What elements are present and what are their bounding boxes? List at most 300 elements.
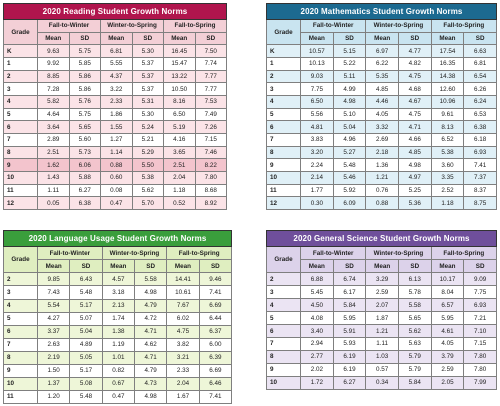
value-cell: 2.04 xyxy=(164,171,196,184)
value-cell: 10.61 xyxy=(167,286,199,299)
mean-header: Mean xyxy=(167,260,199,273)
value-cell: 4.73 xyxy=(134,377,166,390)
value-cell: 6.93 xyxy=(464,146,497,159)
table-row xyxy=(4,364,232,377)
value-cell: 5.48 xyxy=(70,286,102,299)
value-cell: 2.51 xyxy=(164,159,196,172)
value-cell: 5.30 xyxy=(132,108,164,121)
value-cell: 1.19 xyxy=(102,338,134,351)
grade-cell: 11 xyxy=(4,390,38,403)
value-cell: 1.38 xyxy=(102,325,134,338)
value-cell: 2.33 xyxy=(167,364,199,377)
value-cell: 7.99 xyxy=(464,376,497,389)
table-row xyxy=(267,325,497,338)
value-cell: 1.27 xyxy=(101,133,133,146)
table-row xyxy=(267,350,497,363)
grade-cell: 9 xyxy=(4,364,38,377)
value-cell: 4.75 xyxy=(167,325,199,338)
fall-to-spring-header: Fall-to-Spring xyxy=(167,247,232,260)
grade-header: Grade xyxy=(4,247,38,273)
value-cell: 7.49 xyxy=(195,108,227,121)
value-cell: 8.68 xyxy=(195,184,227,197)
table-title: 2020 Language Usage Student Growth Norms xyxy=(4,231,232,247)
value-cell: 16.35 xyxy=(431,57,464,70)
value-cell: 8.22 xyxy=(195,159,227,172)
value-cell: 2.04 xyxy=(167,377,199,390)
grade-cell: 6 xyxy=(267,121,301,134)
grade-cell: 1 xyxy=(267,57,301,70)
value-cell: 4.79 xyxy=(134,364,166,377)
value-cell: 5.91 xyxy=(333,325,366,338)
value-cell: 6.27 xyxy=(333,376,366,389)
value-cell: 4.66 xyxy=(398,133,431,146)
table-row xyxy=(4,70,227,83)
value-cell: 2.14 xyxy=(301,171,334,184)
mean-header: Mean xyxy=(101,32,133,45)
value-cell: 10.13 xyxy=(301,57,334,70)
grade-cell: 8 xyxy=(4,146,38,159)
value-cell: 0.67 xyxy=(102,377,134,390)
value-cell: 14.38 xyxy=(431,70,464,83)
table-row xyxy=(267,197,497,210)
value-cell: 5.15 xyxy=(333,45,366,58)
fall-to-winter-header: Fall-to-Winter xyxy=(301,247,366,260)
value-cell: 5.73 xyxy=(69,146,101,159)
value-cell: 4.98 xyxy=(398,159,431,172)
value-cell: 3.64 xyxy=(38,121,70,134)
value-cell: 5.29 xyxy=(132,146,164,159)
table-row xyxy=(4,286,232,299)
value-cell: 17.54 xyxy=(431,45,464,58)
grade-cell: 10 xyxy=(4,171,38,184)
value-cell: 5.11 xyxy=(333,70,366,83)
value-cell: 9.61 xyxy=(431,108,464,121)
value-cell: 5.10 xyxy=(333,108,366,121)
grade-cell: 11 xyxy=(267,184,301,197)
sd-header: SD xyxy=(199,260,231,273)
value-cell: 2.69 xyxy=(366,133,399,146)
value-cell: 6.52 xyxy=(431,133,464,146)
value-cell: 5.37 xyxy=(132,83,164,96)
value-cell: 1.14 xyxy=(101,146,133,159)
value-cell: 6.43 xyxy=(70,273,102,286)
value-cell: 5.05 xyxy=(70,351,102,364)
value-cell: 4.57 xyxy=(102,273,134,286)
mean-header: Mean xyxy=(102,260,134,273)
title-row xyxy=(4,231,232,247)
grade-cell: 4 xyxy=(4,299,38,312)
value-cell: 5.62 xyxy=(398,325,431,338)
header-row xyxy=(4,19,227,32)
value-cell: 2.18 xyxy=(366,146,399,159)
value-cell: 1.72 xyxy=(301,376,334,389)
value-cell: 7.15 xyxy=(464,338,497,351)
value-cell: 5.24 xyxy=(132,121,164,134)
value-cell: 5.82 xyxy=(38,95,70,108)
value-cell: 13.22 xyxy=(164,70,196,83)
value-cell: 1.77 xyxy=(301,184,334,197)
value-cell: 4.99 xyxy=(333,83,366,96)
value-cell: 5.38 xyxy=(431,146,464,159)
value-cell: 5.63 xyxy=(398,338,431,351)
value-cell: 4.77 xyxy=(398,45,431,58)
value-cell: 0.88 xyxy=(101,159,133,172)
value-cell: 0.34 xyxy=(366,376,399,389)
table-row xyxy=(267,299,497,312)
value-cell: 6.39 xyxy=(199,351,231,364)
grade-cell: 10 xyxy=(267,376,301,389)
general-science-norms-table xyxy=(266,230,497,390)
value-cell: 4.50 xyxy=(301,299,334,312)
value-cell: 2.24 xyxy=(301,159,334,172)
grade-cell: 4 xyxy=(4,95,38,108)
table-row xyxy=(4,299,232,312)
value-cell: 7.43 xyxy=(38,286,70,299)
grade-cell: 7 xyxy=(267,133,301,146)
value-cell: 5.37 xyxy=(132,57,164,70)
grade-cell: 9 xyxy=(267,363,301,376)
table-row xyxy=(267,45,497,58)
value-cell: 5.56 xyxy=(301,108,334,121)
value-cell: 2.63 xyxy=(38,338,70,351)
value-cell: 7.28 xyxy=(38,83,70,96)
value-cell: 4.05 xyxy=(431,338,464,351)
value-cell: 3.29 xyxy=(366,273,399,286)
value-cell: 7.77 xyxy=(195,70,227,83)
sd-header: SD xyxy=(398,32,431,45)
value-cell: 10.57 xyxy=(301,45,334,58)
value-cell: 4.98 xyxy=(134,390,166,403)
value-cell: 7.77 xyxy=(195,83,227,96)
value-cell: 6.63 xyxy=(464,45,497,58)
grade-cell: 5 xyxy=(267,108,301,121)
value-cell: 5.55 xyxy=(101,57,133,70)
subheader-row xyxy=(267,32,497,45)
value-cell: 6.19 xyxy=(333,350,366,363)
table-row xyxy=(267,376,497,389)
value-cell: 6.93 xyxy=(464,299,497,312)
fall-to-winter-header: Fall-to-Winter xyxy=(38,19,101,32)
value-cell: 5.84 xyxy=(333,299,366,312)
value-cell: 7.80 xyxy=(464,363,497,376)
value-cell: 5.65 xyxy=(398,312,431,325)
value-cell: 7.21 xyxy=(464,312,497,325)
value-cell: 1.20 xyxy=(38,390,70,403)
value-cell: 6.17 xyxy=(333,286,366,299)
table-row xyxy=(4,159,227,172)
value-cell: 5.95 xyxy=(333,312,366,325)
value-cell: 4.72 xyxy=(134,312,166,325)
value-cell: 2.52 xyxy=(431,184,464,197)
grade-cell: 3 xyxy=(4,83,38,96)
value-cell: 1.50 xyxy=(38,364,70,377)
grade-cell: 2 xyxy=(267,70,301,83)
value-cell: 5.92 xyxy=(333,184,366,197)
table-row xyxy=(267,184,497,197)
grade-cell: K xyxy=(267,45,301,58)
value-cell: 2.77 xyxy=(301,350,334,363)
value-cell: 4.61 xyxy=(431,325,464,338)
grade-cell: 4 xyxy=(267,95,301,108)
table-row xyxy=(267,363,497,376)
value-cell: 0.60 xyxy=(101,171,133,184)
value-cell: 6.53 xyxy=(464,108,497,121)
winter-to-spring-header: Winter-to-Spring xyxy=(102,247,167,260)
value-cell: 5.78 xyxy=(398,286,431,299)
mean-header: Mean xyxy=(431,32,464,45)
value-cell: 3.20 xyxy=(301,146,334,159)
value-cell: 6.57 xyxy=(431,299,464,312)
sd-header: SD xyxy=(134,260,166,273)
table-row xyxy=(4,273,232,286)
value-cell: 7.37 xyxy=(464,171,497,184)
value-cell: 6.06 xyxy=(69,159,101,172)
title-row xyxy=(267,231,497,247)
value-cell: 6.24 xyxy=(464,95,497,108)
table-row xyxy=(267,312,497,325)
value-cell: 5.58 xyxy=(398,299,431,312)
value-cell: 4.05 xyxy=(366,108,399,121)
value-cell: 4.37 xyxy=(101,70,133,83)
value-cell: 0.76 xyxy=(366,184,399,197)
value-cell: 10.17 xyxy=(431,273,464,286)
grade-cell: 10 xyxy=(267,171,301,184)
value-cell: 1.03 xyxy=(366,350,399,363)
value-cell: 5.79 xyxy=(398,350,431,363)
table-row xyxy=(4,377,232,390)
value-cell: 1.74 xyxy=(102,312,134,325)
value-cell: 6.46 xyxy=(199,377,231,390)
value-cell: 7.15 xyxy=(195,133,227,146)
table-title: 2020 Reading Student Growth Norms xyxy=(4,4,227,20)
value-cell: 6.69 xyxy=(199,364,231,377)
sd-header: SD xyxy=(464,260,497,273)
grade-cell: K xyxy=(4,45,38,58)
value-cell: 4.64 xyxy=(38,108,70,121)
value-cell: 5.86 xyxy=(69,70,101,83)
sd-header: SD xyxy=(464,32,497,45)
value-cell: 6.09 xyxy=(333,197,366,210)
sd-header: SD xyxy=(398,260,431,273)
sd-header: SD xyxy=(132,32,164,45)
value-cell: 3.40 xyxy=(301,325,334,338)
table-row xyxy=(4,390,232,403)
value-cell: 4.75 xyxy=(398,108,431,121)
value-cell: 9.09 xyxy=(464,273,497,286)
value-cell: 15.47 xyxy=(164,57,196,70)
fall-to-spring-header: Fall-to-Spring xyxy=(431,247,496,260)
value-cell: 1.11 xyxy=(366,338,399,351)
value-cell: 5.54 xyxy=(38,299,70,312)
table-title: 2020 General Science Student Growth Norms xyxy=(267,231,497,247)
value-cell: 0.47 xyxy=(101,197,133,210)
value-cell: 6.97 xyxy=(366,45,399,58)
value-cell: 7.74 xyxy=(195,57,227,70)
value-cell: 5.45 xyxy=(301,286,334,299)
value-cell: 4.71 xyxy=(134,351,166,364)
value-cell: 4.81 xyxy=(301,121,334,134)
value-cell: 5.38 xyxy=(132,171,164,184)
value-cell: 0.05 xyxy=(38,197,70,210)
grade-cell: 3 xyxy=(267,286,301,299)
value-cell: 6.37 xyxy=(199,325,231,338)
value-cell: 1.87 xyxy=(366,312,399,325)
grade-cell: 5 xyxy=(4,108,38,121)
value-cell: 5.27 xyxy=(333,146,366,159)
winter-to-spring-header: Winter-to-Spring xyxy=(366,19,431,32)
value-cell: 6.02 xyxy=(167,312,199,325)
grade-cell: 7 xyxy=(4,338,38,351)
value-cell: 7.26 xyxy=(195,121,227,134)
grade-cell: 7 xyxy=(4,133,38,146)
value-cell: 1.86 xyxy=(101,108,133,121)
sd-header: SD xyxy=(195,32,227,45)
sd-header: SD xyxy=(333,260,366,273)
value-cell: 3.32 xyxy=(366,121,399,134)
value-cell: 1.67 xyxy=(167,390,199,403)
value-cell: 5.84 xyxy=(398,376,431,389)
value-cell: 6.27 xyxy=(69,184,101,197)
fall-to-spring-header: Fall-to-Spring xyxy=(164,19,227,32)
value-cell: 6.81 xyxy=(464,57,497,70)
value-cell: 3.21 xyxy=(167,351,199,364)
table-row xyxy=(4,351,232,364)
value-cell: 5.46 xyxy=(333,171,366,184)
value-cell: 7.67 xyxy=(167,299,199,312)
table-row xyxy=(267,70,497,83)
value-cell: 6.18 xyxy=(464,133,497,146)
value-cell: 5.35 xyxy=(366,70,399,83)
value-cell: 5.76 xyxy=(69,95,101,108)
table-row xyxy=(267,95,497,108)
value-cell: 6.19 xyxy=(333,363,366,376)
value-cell: 5.25 xyxy=(398,184,431,197)
table-row xyxy=(267,338,497,351)
value-cell: 8.04 xyxy=(431,286,464,299)
value-cell: 1.36 xyxy=(366,159,399,172)
winter-to-spring-header: Winter-to-Spring xyxy=(366,247,431,260)
value-cell: 3.18 xyxy=(102,286,134,299)
title-row xyxy=(4,4,227,20)
grade-cell: 6 xyxy=(4,121,38,134)
value-cell: 6.50 xyxy=(164,108,196,121)
value-cell: 5.04 xyxy=(70,325,102,338)
value-cell: 12.60 xyxy=(431,83,464,96)
table-row xyxy=(267,57,497,70)
value-cell: 0.82 xyxy=(102,364,134,377)
value-cell: 0.08 xyxy=(101,184,133,197)
value-cell: 2.02 xyxy=(301,363,334,376)
mean-header: Mean xyxy=(301,32,334,45)
value-cell: 5.75 xyxy=(69,45,101,58)
value-cell: 5.65 xyxy=(69,121,101,134)
value-cell: 6.26 xyxy=(464,83,497,96)
mean-header: Mean xyxy=(164,32,196,45)
value-cell: 1.01 xyxy=(102,351,134,364)
language-usage-norms-table xyxy=(3,230,232,404)
table-row xyxy=(4,57,227,70)
value-cell: 4.89 xyxy=(70,338,102,351)
value-cell: 4.16 xyxy=(164,133,196,146)
value-cell: 5.37 xyxy=(132,70,164,83)
value-cell: 4.85 xyxy=(366,83,399,96)
value-cell: 4.46 xyxy=(366,95,399,108)
value-cell: 7.50 xyxy=(195,45,227,58)
grade-cell: 6 xyxy=(4,325,38,338)
value-cell: 7.10 xyxy=(464,325,497,338)
grade-cell: 5 xyxy=(267,312,301,325)
value-cell: 7.80 xyxy=(464,350,497,363)
table-row xyxy=(267,108,497,121)
sd-header: SD xyxy=(333,32,366,45)
value-cell: 7.41 xyxy=(199,390,231,403)
value-cell: 6.38 xyxy=(464,121,497,134)
value-cell: 2.94 xyxy=(301,338,334,351)
value-cell: 8.92 xyxy=(195,197,227,210)
value-cell: 2.59 xyxy=(366,286,399,299)
value-cell: 1.55 xyxy=(101,121,133,134)
grade-cell: 2 xyxy=(267,273,301,286)
value-cell: 1.18 xyxy=(431,197,464,210)
value-cell: 5.30 xyxy=(132,45,164,58)
grade-cell: 10 xyxy=(4,377,38,390)
grade-cell: 6 xyxy=(267,325,301,338)
value-cell: 2.07 xyxy=(366,299,399,312)
grade-cell: 12 xyxy=(4,197,38,210)
value-cell: 7.41 xyxy=(199,286,231,299)
table-row xyxy=(267,121,497,134)
value-cell: 6.13 xyxy=(398,273,431,286)
value-cell: 6.74 xyxy=(333,273,366,286)
value-cell: 6.44 xyxy=(199,312,231,325)
value-cell: 4.97 xyxy=(398,171,431,184)
table-row xyxy=(4,121,227,134)
value-cell: 4.98 xyxy=(134,286,166,299)
value-cell: 5.19 xyxy=(164,121,196,134)
fall-to-winter-header: Fall-to-Winter xyxy=(301,19,366,32)
value-cell: 7.80 xyxy=(195,171,227,184)
fall-to-spring-header: Fall-to-Spring xyxy=(431,19,496,32)
value-cell: 5.48 xyxy=(70,390,102,403)
value-cell: 5.04 xyxy=(333,121,366,134)
value-cell: 1.37 xyxy=(38,377,70,390)
value-cell: 4.71 xyxy=(134,325,166,338)
value-cell: 5.17 xyxy=(70,364,102,377)
value-cell: 5.21 xyxy=(132,133,164,146)
mean-header: Mean xyxy=(301,260,334,273)
value-cell: 4.67 xyxy=(398,95,431,108)
grade-cell: 11 xyxy=(4,184,38,197)
value-cell: 5.75 xyxy=(69,108,101,121)
value-cell: 5.88 xyxy=(69,171,101,184)
value-cell: 4.85 xyxy=(398,146,431,159)
value-cell: 9.85 xyxy=(38,273,70,286)
value-cell: 5.79 xyxy=(398,363,431,376)
value-cell: 3.22 xyxy=(101,83,133,96)
grade-header: Grade xyxy=(4,19,38,44)
value-cell: 6.00 xyxy=(199,338,231,351)
grade-cell: 8 xyxy=(267,350,301,363)
value-cell: 6.88 xyxy=(301,273,334,286)
title-row xyxy=(267,4,497,20)
table-row xyxy=(4,197,227,210)
value-cell: 4.27 xyxy=(38,312,70,325)
value-cell: 5.07 xyxy=(70,312,102,325)
value-cell: 2.19 xyxy=(38,351,70,364)
value-cell: 4.75 xyxy=(398,70,431,83)
value-cell: 9.46 xyxy=(199,273,231,286)
sd-header: SD xyxy=(70,260,102,273)
